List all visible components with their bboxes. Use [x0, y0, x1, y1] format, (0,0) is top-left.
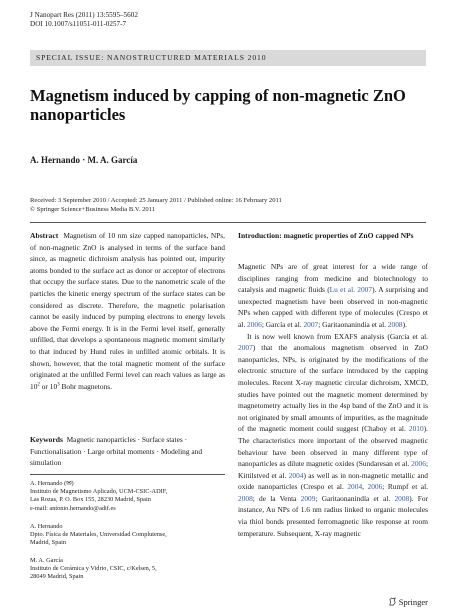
paper-title: Magnetism induced by capping of non-magnetic ZnO nanoparticles — [30, 86, 406, 124]
affiliation-2 — [30, 523, 167, 548]
abstract-exponent-2: 3 — [57, 382, 60, 388]
citation-link[interactable]: 2010 — [408, 424, 424, 434]
springer-horse-icon — [388, 597, 397, 606]
affiliation-1 — [30, 480, 167, 513]
intro-p2-text: ) as well as in non-magnetic metallic and oxide nanoparticles (Crespo et al. — [238, 470, 429, 492]
abstract-label: Abstract — [30, 231, 59, 240]
header-divider — [30, 222, 426, 223]
intro-p2-text: ) that the anomalous magnetism observed in ZnO nanoparticles, NPs, is originated by the modifications of the electronic structure of the surface introduced by the capping molecules. Recent X-ray magnetic circular dichroism, XMCD, studies have pointed out the magnetic moment determined by magnetometry actually lies in the 4sp band of the ZnO and it is not originated by small amounts of impurities, as the magnitude of the magnetic moment could suggest (Chaboy et al. — [238, 343, 428, 434]
intro-paragraph-2 — [238, 331, 428, 540]
journal-header — [30, 11, 138, 29]
intro-p2-text: ; Garitaonanindía et al. — [315, 493, 395, 503]
intro-p2-text: ; Rumpf et al. — [382, 482, 428, 492]
publication-dates — [30, 197, 282, 214]
affil-3-name: M. A. García — [30, 557, 63, 564]
author-list: A. Hernando · M. A. García — [30, 155, 138, 165]
intro-p1-text: ; García et al. — [261, 319, 304, 329]
journal-citation: J Nanopart Res (2011) 13:5595–5602 — [30, 11, 138, 19]
intro-p1-text: ). A surprising and unexpected magnetism have been observed in non-magnetic NPs when capped with different type of molecules (Crespo et al. — [238, 285, 428, 329]
intro-p2-text: ; de la Venta — [252, 493, 301, 503]
affil-1-address: Las Rozas, P. O. Box 155, 28230 Madrid, Spain — [30, 496, 151, 504]
intro-p2-text: It is now well known from EXAFS analysis (García et al. — [247, 331, 428, 341]
copyright-line: © Springer Science+Business Media B.V. 2011 — [30, 205, 156, 213]
keywords-text: Magnetic nanoparticles · Surface states · Functionalisation · Large orbital moments · Modeling and simulation — [30, 435, 203, 468]
citation-link[interactable]: Lu et al. 2007 — [329, 285, 373, 295]
affil-3-institute: Instituto de Cerámica y Vidrio, CSIC, c/Kelsen, 5, — [30, 565, 157, 573]
affil-2-name: A. Hernando — [30, 523, 63, 530]
citation-link[interactable]: 2008 — [387, 319, 403, 329]
intro-p2-text: ). For instance, Au NPs of 1.6 nm radius linked to organic molecules via thiol bonds presented ferromagnetic like response at room temperature. Subsequent, X-ray magnetic — [238, 493, 428, 538]
abstract-text: Magnetism of 10 nm size capped nanoparticles, NPs, of non-magnetic ZnO is analysed in terms of the surface band since, as magnetic dichroism analysis has pointed out, impurity atoms bonded to the surface act as donor or acceptor of electrons that occupy the surface states. Due to the nanometric scale of the particles the kinetic energy spectrum of the surface states can be considered as discrete. Therefore, the magnetic polarisation cannot be easily induced by pumping electrons to energy levels above the Fermi energy. It is in the Fermi level itself, generally unfilled, that develops a spontaneous magnetic moment similarly to that induced by Hund rules in unfilled atomic orbitals. It is shown, however, that the total magnetic moment of the surface originated at the unfilled Fermi level can reach values as large as 10 — [30, 231, 226, 391]
keywords-label: Keywords — [30, 435, 63, 444]
abstract-exponent-1: 2 — [37, 382, 40, 388]
intro-p1-text: Magnetic NPs are of great interest for a wide range of disciplines ranging from medicine and biotechnology to catalysis and magnetic fluids ( — [238, 262, 428, 295]
intro-p2-text: ). The characteristics more important of the observed magnetic behaviour have been observed in many different type of nanoparticles as dilute magnetic oxides (Sundaresan et al. — [238, 424, 428, 469]
intro-paragraph-1 — [238, 261, 428, 331]
affil-3-address: 28049 Madrid, Spain — [30, 573, 84, 581]
affil-1-email[interactable]: e-mail: antonio.hernando@adif.es — [30, 504, 116, 512]
citation-link[interactable]: 2006 — [247, 319, 262, 329]
dates-line: Received: 3 September 2010 / Accepted: 25 January 2011 / Published online: 16 February 2011 — [30, 197, 282, 204]
citation-link[interactable]: 2008 — [238, 493, 253, 503]
affil-1-institute: Instituto de Magnetismo Aplicado, UCM-CSIC-ADIF, — [30, 488, 168, 496]
abstract-block — [30, 230, 225, 392]
abstract-text-end: Bohr magnetons. — [59, 381, 112, 391]
intro-body — [238, 261, 428, 539]
citation-link[interactable]: 2008 — [394, 493, 410, 503]
intro-heading: Introduction: magnetic properties of ZnO capped NPs — [238, 231, 414, 240]
abstract-text-mid: or 10 — [39, 381, 58, 391]
affil-2-address: Madrid, Spain — [30, 539, 67, 547]
keywords-block — [30, 434, 225, 469]
affil-1-name: A. Hernando (✉) — [30, 480, 74, 487]
citation-link[interactable]: 2009 — [300, 493, 316, 503]
special-issue-banner: SPECIAL ISSUE: NANOSTRUCTURED MATERIALS 2010 — [30, 50, 426, 66]
affiliation-3 — [30, 557, 157, 582]
citation-link[interactable]: 2006 — [367, 482, 383, 492]
citation-link[interactable]: 2006 — [411, 459, 426, 469]
intro-p1-text: ). — [402, 319, 407, 329]
intro-p2-text: , — [362, 482, 368, 492]
publisher-name: Springer — [398, 597, 428, 607]
citation-link[interactable]: 2004 — [347, 482, 363, 492]
citation-link[interactable]: 2007 — [238, 343, 253, 353]
citation-link[interactable]: 2007 — [303, 319, 319, 329]
affiliation-divider — [30, 474, 225, 475]
journal-doi: DOI 10.1007/s11051-011-0257-7 — [30, 20, 127, 28]
citation-link[interactable]: 2004 — [288, 470, 304, 480]
intro-p1-text: ; Garitaonanindía et al. — [318, 319, 388, 329]
intro-p2-text: ; Kittilstved et al. — [238, 459, 428, 480]
publisher-logo — [388, 597, 428, 607]
affil-2-institute: Dpto. Física de Materiales, Universidad Complutense, — [30, 531, 167, 539]
